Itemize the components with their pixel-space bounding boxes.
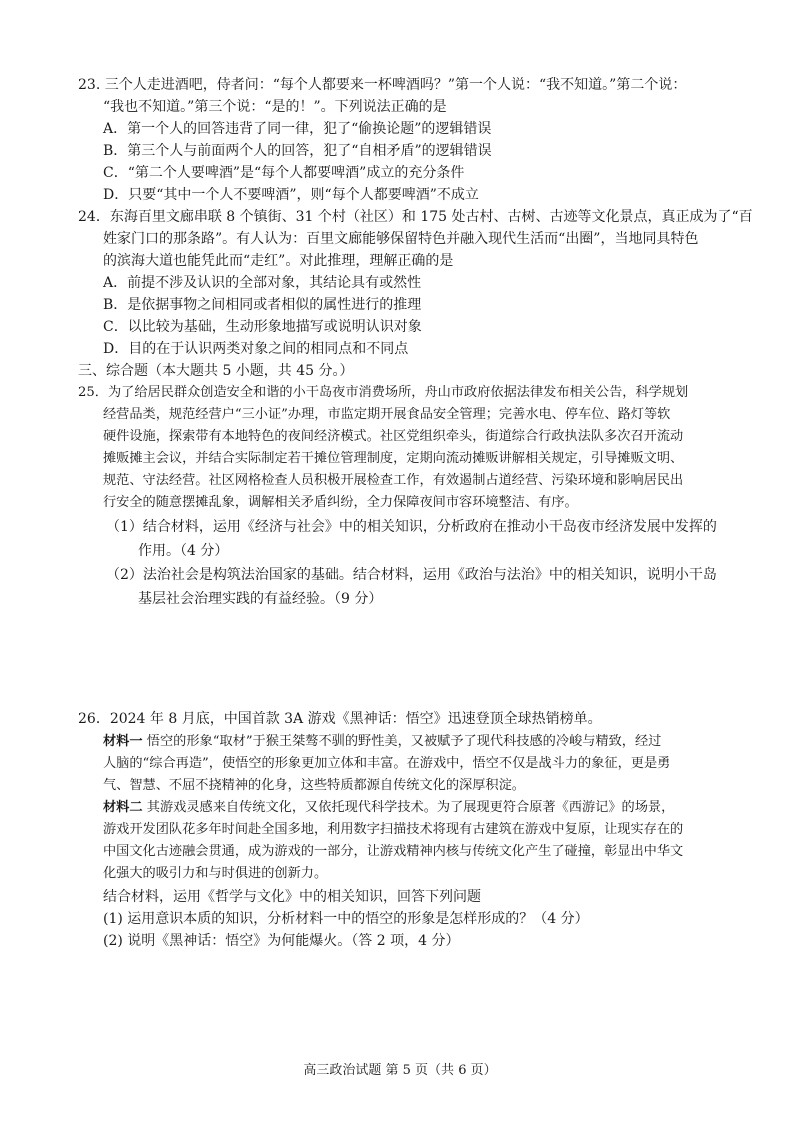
material-1-text: 悟空的形象“取材”于猴王桀骜不驯的野性美，又被赋予了现代科技感的冷峻与精致，经过 (146, 734, 662, 749)
q25-subquestion-2-points: 基层社会治理实践的有益经验。（9 分） (138, 591, 383, 607)
q25-material-line-6: 行安全的随意摆摊乱象，调解相关矛盾纠纷，全力保障夜间市容环境整洁、有序。 (103, 495, 578, 510)
q24-stem-line-3: 的滨海大道也能凭此而“走红”。对此推理，理解正确的是 (103, 253, 454, 269)
q26-material-1-line-1 (103, 733, 661, 751)
q26-material-2-line-1 (103, 799, 674, 817)
q26-subquestion-2: (2) 说明《黑神话：悟空》为何能爆火。（答 2 项，4 分） (103, 933, 460, 949)
q23-option-a: A．第一个人的回答违背了同一律，犯了“偷换论题”的逻辑错误 (103, 121, 492, 137)
q23-option-b: B．第三个人与前面两个人的回答，犯了“自相矛盾”的逻辑错误 (103, 143, 492, 159)
q23-option-d: D．只要“其中一个人不要啤酒”，则“每个人都要啤酒”不成立 (103, 187, 479, 203)
q25-subquestion-1-points: 作用。（4 分） (138, 543, 229, 559)
q25-material-line-1: 25．为了给居民群众创造安全和谐的小干岛夜市消费场所，舟山市政府依据法律发布相关公告，科学规划 (78, 385, 689, 400)
q26-material-1-line-3: 气、智慧、不屈不挠精神的化身，这些特质都源自传统文化的深厚积淀。 (103, 778, 525, 793)
q25-material-line-5: 规范、守法经营。社区网格检查人员积极开展检查工作，有效遏制占道经营、污染环境和影响居民出 (103, 473, 684, 488)
q23-stem-line-2: “我也不知道。”第三个说：“是的！”。下列说法正确的是 (103, 99, 447, 115)
section-3-heading: 三、综合题（本大题共 5 小题，共 45 分。） (78, 363, 354, 379)
q26-subquestion-1: (1) 运用意识本质的知识，分析材料一中的悟空的形象是怎样形成的？（4 分） (103, 911, 589, 927)
q24-stem-line-1: 24．东海百里文廊串联 8 个镇街、31 个村（社区）和 175 处古村、古树、古迹等文化景点，真正成为了“百 (78, 209, 753, 225)
q26-material-2-line-3: 中国文化古迹融会贯通，成为游戏的一部分，让游戏精神内核与传统文化产生了碰撞，彰显出中华文 (103, 844, 684, 859)
q25-material-line-2: 经营品类，规范经营户“三小证”办理，市监定期开展食品安全管理；完善水电、停车位、路灯等软 (103, 407, 671, 422)
material-1-label: 材料一 (103, 734, 143, 749)
q25-material-line-3: 硬件设施，探索带有本地特色的夜间经济模式。社区党组织牵头，街道综合行政执法队多次召开流动 (103, 429, 684, 444)
q24-option-b: B．是依据事物之间相同或者相似的属性进行的推理 (103, 297, 422, 313)
q26-material-2-line-4: 化强大的吸引力和与时俱进的创新力。 (103, 866, 328, 881)
page-footer: 高三政治试题 第 5 页（共 6 页） (303, 1063, 497, 1078)
q26-instruction: 结合材料，运用《哲学与文化》中的相关知识，回答下列问题 (103, 889, 481, 905)
material-2-label: 材料二 (103, 800, 143, 815)
q26-material-2-line-2: 游戏开发团队花多年时间赴全国多地，利用数字扫描技术将现有古建筑在游戏中复原，让现实存在的 (103, 822, 684, 837)
q24-option-d: D．目的在于认识两类对象之间的相同点和不同点 (103, 341, 409, 357)
q25-subquestion-1: （1）结合材料，运用《经济与社会》中的相关知识，分析政府在推动小干岛夜市经济发展中发挥的 (106, 519, 717, 535)
q23-stem-line-1: 23. 三个人走进酒吧，侍者问：“每个人都要来一杯啤酒吗？”第一个人说：“我不知道。”第二个说： (78, 77, 687, 93)
q24-stem-line-2: 姓家门口的那条路”。有人认为：百里文廊能够保留特色并融入现代生活而“出圈”，当地同具特色 (103, 231, 699, 247)
q24-option-a: A．前提不涉及认识的全部对象，其结论具有或然性 (103, 275, 422, 291)
q26-stem: 26．2024 年 8 月底，中国首款 3A 游戏《黑神话：悟空》迅速登顶全球热销榜单。 (78, 711, 602, 727)
q25-subquestion-2: （2）法治社会是构筑法治国家的基础。结合材料，运用《政治与法治》中的相关知识，说明小干岛 (106, 567, 717, 583)
q24-option-c: C．以比较为基础，生动形象地描写或说明认识对象 (103, 319, 422, 335)
material-2-text: 其游戏灵感来自传统文化，又依托现代科学技术。为了展现更符合原著《西游记》的场景， (146, 800, 675, 815)
q23-option-c: C．“第二个人要啤酒”是“每个人都要啤酒”成立的充分条件 (103, 165, 465, 181)
q25-material-line-4: 摊贩摊主会议，并结合实际制定若干摊位管理制度，定期向流动摊贩讲解相关规定，引导摊贩文明、 (103, 451, 684, 466)
q26-material-1-line-2: 人脑的“综合再造”，使悟空的形象更加立体和丰富。在游戏中，悟空不仅是战斗力的象征，更是勇 (103, 756, 671, 771)
